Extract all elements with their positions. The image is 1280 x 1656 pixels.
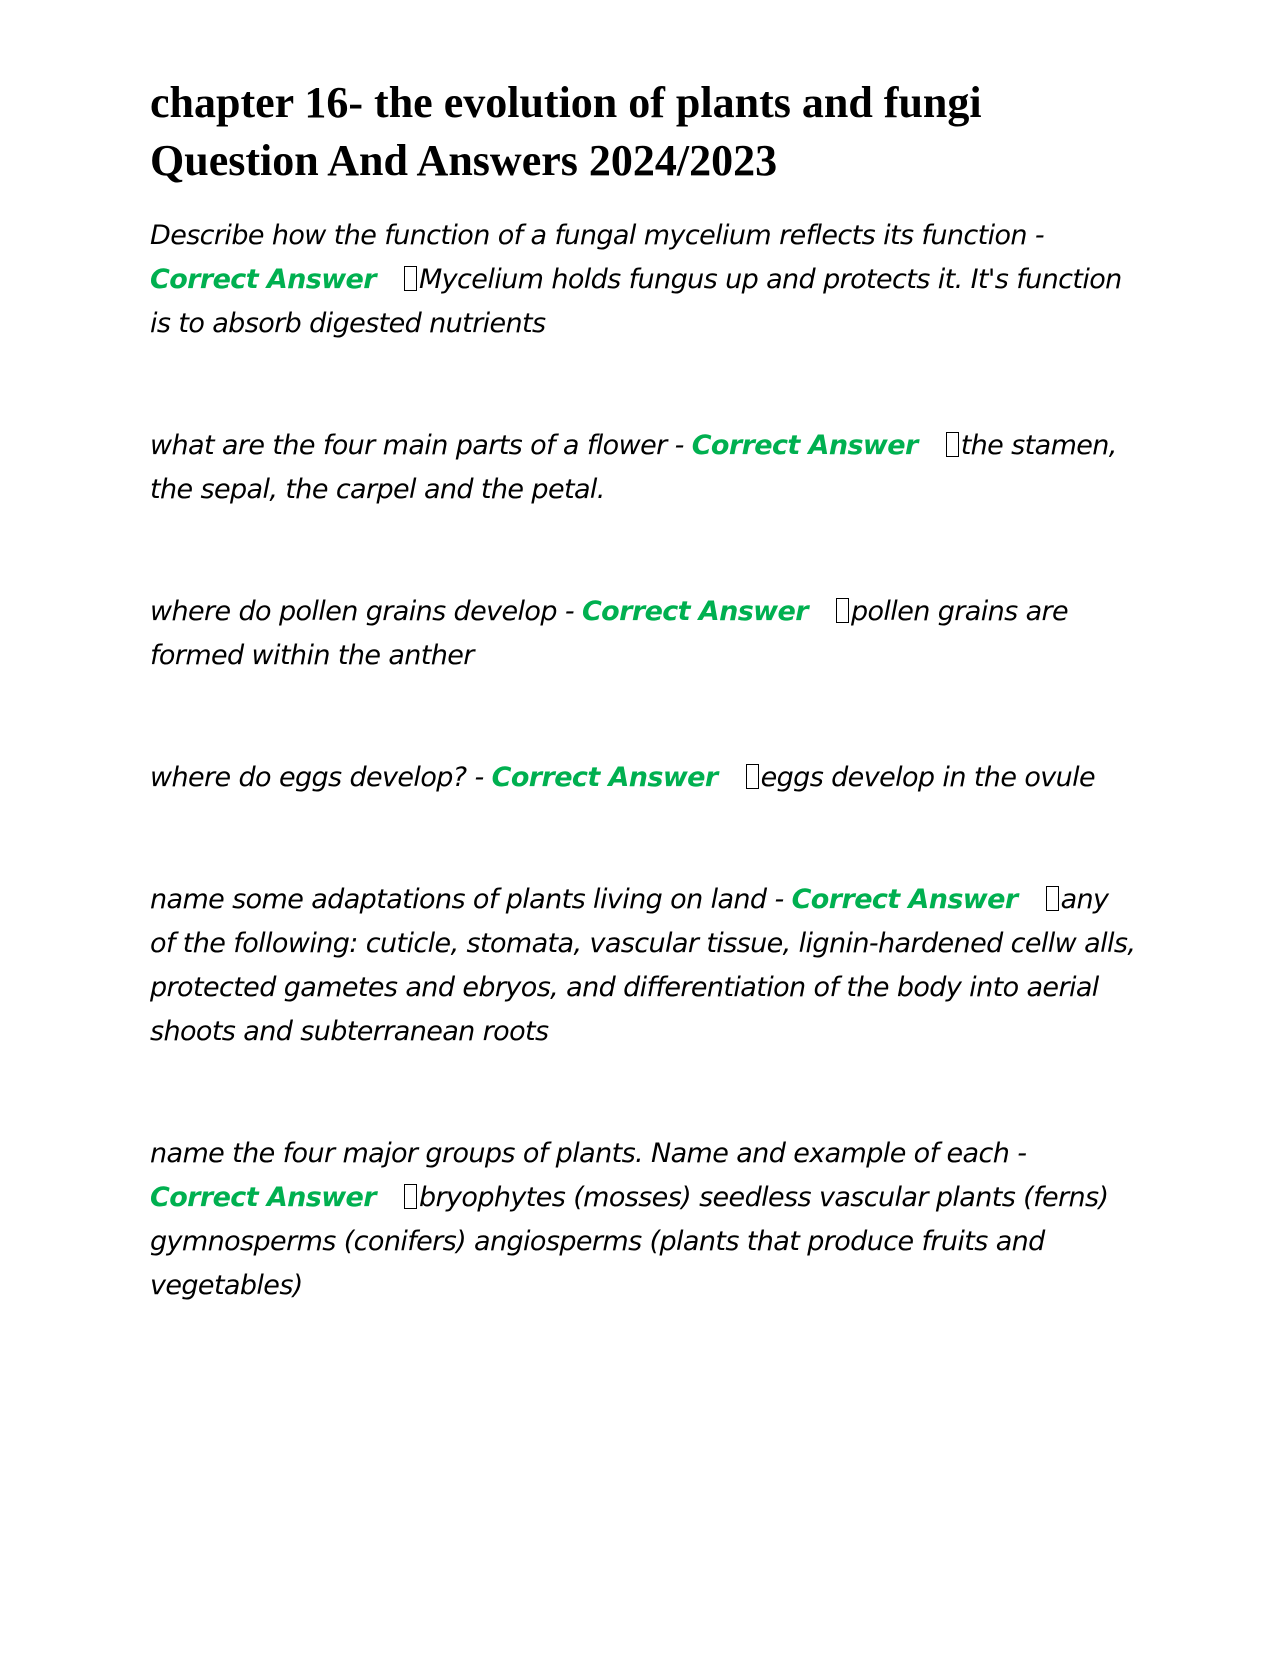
question-text: what are the four main parts of a flower - xyxy=(150,430,692,461)
question-text: name some adaptations of plants living on land - xyxy=(150,884,792,915)
correct-answer-label: Correct Answer xyxy=(791,884,1018,915)
answer-text: eggs develop in the ovule xyxy=(760,762,1096,793)
answer-text: pollen grains are formed within the anther xyxy=(150,596,1069,671)
correct-answer-label: Correct Answer xyxy=(581,596,808,627)
qa-item-2 xyxy=(150,424,1140,512)
title-line-1: chapter 16- the evolution of plants and fungi xyxy=(150,78,982,127)
correct-answer-label: Correct Answer xyxy=(491,762,718,793)
qa-item-6 xyxy=(150,1132,1140,1308)
missing-glyph-box-icon xyxy=(1046,886,1059,911)
question-text: Describe how the function of a fungal mycelium reflects its function - xyxy=(150,220,1045,251)
question-text: where do eggs develop? - xyxy=(150,762,492,793)
document-title xyxy=(150,74,1140,190)
qa-item-4 xyxy=(150,756,1140,800)
missing-glyph-box-icon xyxy=(404,266,417,291)
answer-text: bryophytes (mosses) seedless vascular plants (ferns) gymnosperms (conifers) angiosperms (plants that produce fruits and vegetables) xyxy=(150,1182,1109,1301)
answer-text: the stamen, the sepal, the carpel and the petal. xyxy=(150,430,1117,505)
answer-text: Mycelium holds fungus up and protects it. It's function is to absorb digested nutrients xyxy=(150,264,1122,339)
qa-item-1 xyxy=(150,214,1140,346)
missing-glyph-box-icon xyxy=(946,432,959,457)
correct-answer-label: Correct Answer xyxy=(150,264,376,295)
qa-item-3 xyxy=(150,590,1140,678)
missing-glyph-box-icon xyxy=(404,1184,417,1209)
qa-item-5 xyxy=(150,878,1140,1054)
correct-answer-label: Correct Answer xyxy=(150,1182,376,1213)
title-line-2: Question And Answers 2024/2023 xyxy=(150,136,778,185)
missing-glyph-box-icon xyxy=(746,764,759,789)
missing-glyph-box-icon xyxy=(836,598,849,623)
correct-answer-label: Correct Answer xyxy=(691,430,918,461)
question-text: where do pollen grains develop - xyxy=(150,596,582,627)
question-text: name the four major groups of plants. Name and example of each - xyxy=(150,1138,1027,1169)
answer-text: any of the following: cuticle, stomata, vascular tissue, lignin-hardened cellw alls, protected gametes and ebryos, and differentiation of the body into aerial shoots and subterranean roots xyxy=(150,884,1136,1047)
document-page xyxy=(150,74,1140,1386)
